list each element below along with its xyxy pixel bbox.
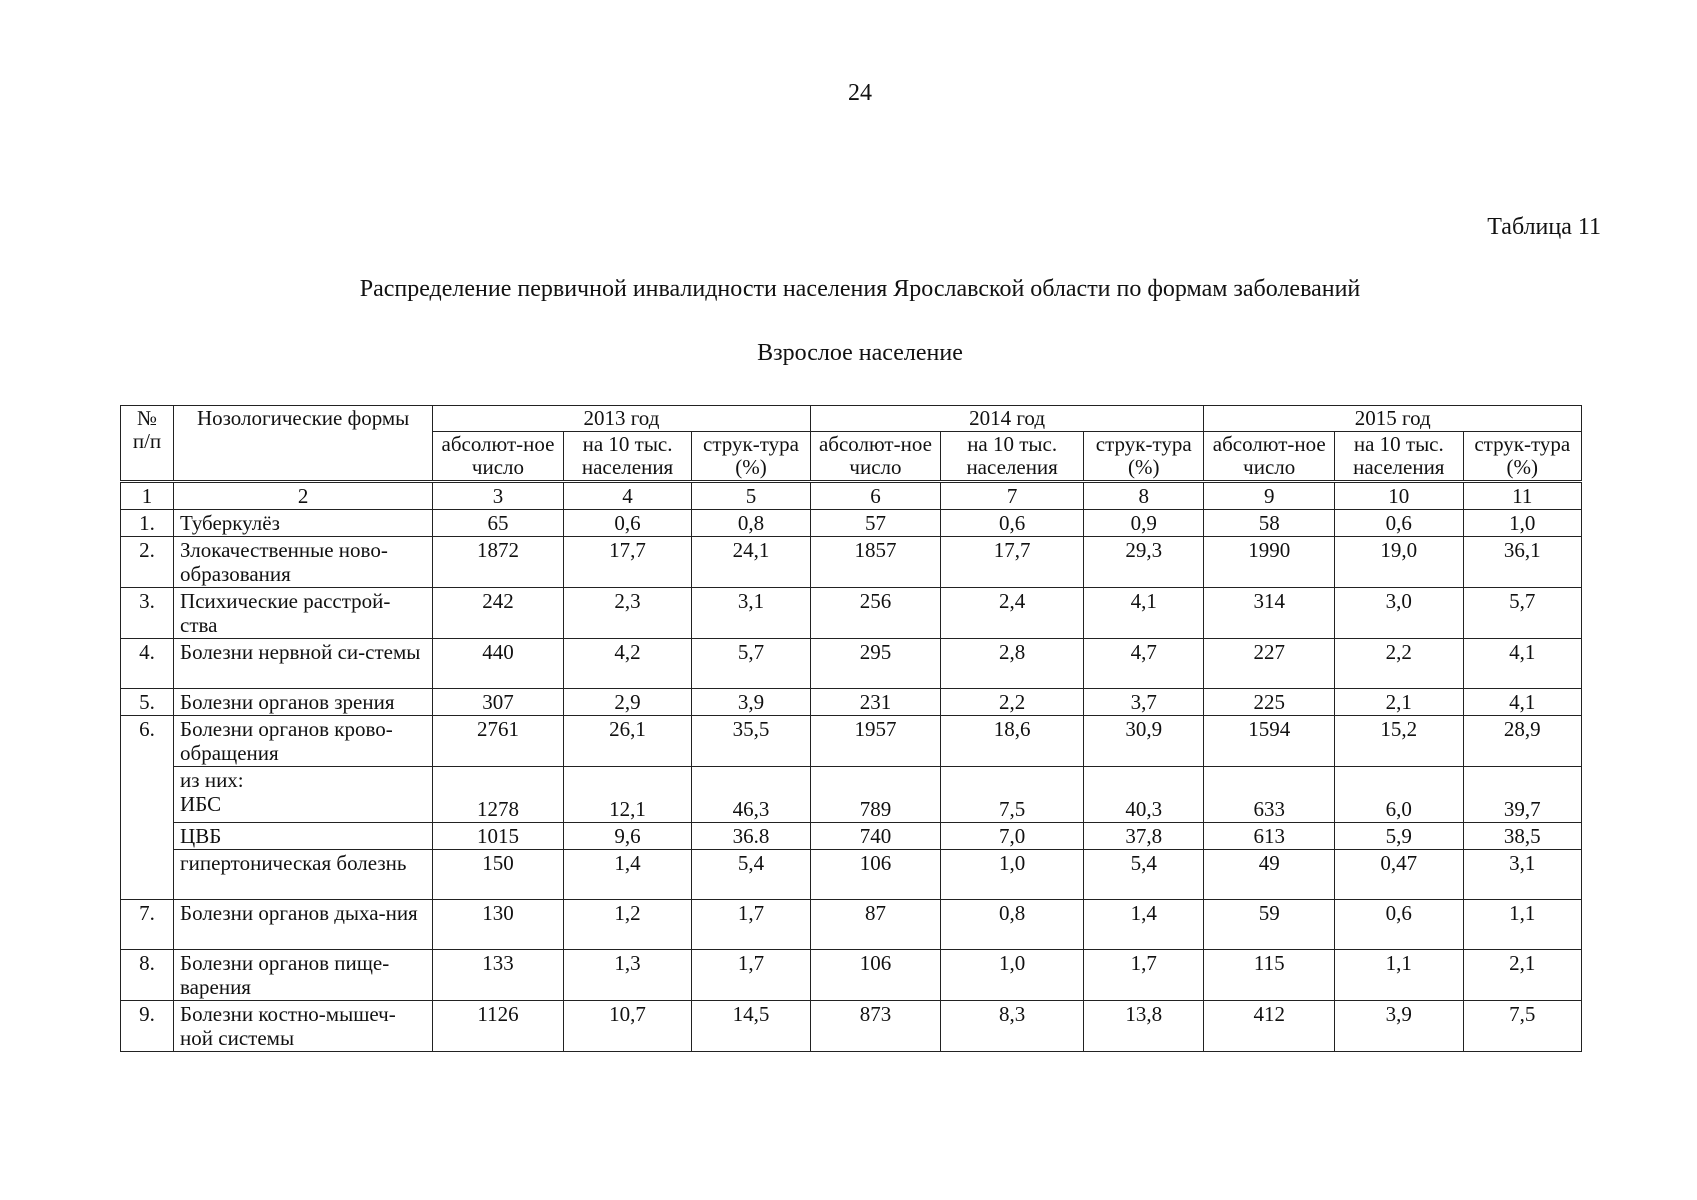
row-value-cell: 49 (1204, 850, 1335, 900)
row-value-cell: 1,4 (563, 850, 692, 900)
row-value-cell: 17,7 (941, 537, 1084, 588)
row-number: 6. (121, 716, 174, 900)
row-value-cell: 7,5 (941, 767, 1084, 823)
row-number: 2. (121, 537, 174, 588)
table-body (121, 482, 1582, 1052)
row-value-cell: 130 (433, 900, 564, 950)
row-value-cell: 2,2 (1335, 639, 1464, 689)
row-nosology-name: гипертоническая болезнь (174, 850, 433, 900)
row-value-cell: 873 (810, 1001, 941, 1052)
table-row (121, 850, 1582, 900)
row-value-cell: 4,1 (1084, 588, 1204, 639)
row-value-cell: 1594 (1204, 716, 1335, 767)
column-number: 7 (941, 482, 1084, 510)
row-number: 5. (121, 689, 174, 716)
row-value-cell: 106 (810, 850, 941, 900)
column-number: 10 (1335, 482, 1464, 510)
row-value-cell: 3,1 (1463, 850, 1581, 900)
table-row (121, 689, 1582, 716)
row-value-cell: 3,1 (692, 588, 810, 639)
row-value-cell: 57 (810, 510, 941, 537)
row-value-cell: 38,5 (1463, 823, 1581, 850)
header-year-2015: 2015 год (1204, 406, 1582, 432)
row-nosology-name: Болезни органов зрения (174, 689, 433, 716)
row-nosology-name: ЦВБ (174, 823, 433, 850)
row-value-cell: 1015 (433, 823, 564, 850)
header-forms: Нозологические формы (174, 406, 433, 482)
row-number: 1. (121, 510, 174, 537)
row-value-cell: 440 (433, 639, 564, 689)
disability-table-container (120, 405, 1582, 1052)
row-number: 4. (121, 639, 174, 689)
row-value-cell: 1,7 (692, 900, 810, 950)
header-row-years (121, 406, 1582, 432)
table-row (121, 537, 1582, 588)
row-number: 8. (121, 950, 174, 1001)
row-value-cell: 1,7 (692, 950, 810, 1001)
row-value-cell: 2,1 (1335, 689, 1464, 716)
row-value-cell: 307 (433, 689, 564, 716)
row-value-cell: 8,3 (941, 1001, 1084, 1052)
row-value-cell: 0,8 (941, 900, 1084, 950)
row-value-cell: 115 (1204, 950, 1335, 1001)
row-value-cell: 1990 (1204, 537, 1335, 588)
row-nosology-name: Болезни органов дыха-ния (174, 900, 433, 950)
row-value-cell: 1126 (433, 1001, 564, 1052)
row-nosology-name: Психические расстрой-ства (174, 588, 433, 639)
column-number-row (121, 482, 1582, 510)
header-per10k: на 10 тыс. населения (1335, 432, 1464, 482)
row-value-cell: 14,5 (692, 1001, 810, 1052)
row-value-cell: 2,4 (941, 588, 1084, 639)
row-value-cell: 0,8 (692, 510, 810, 537)
row-value-cell: 106 (810, 950, 941, 1001)
row-value-cell: 295 (810, 639, 941, 689)
row-value-cell: 7,0 (941, 823, 1084, 850)
row-value-cell: 2,9 (563, 689, 692, 716)
row-nosology-name: Болезни органов крово-обращения (174, 716, 433, 767)
row-value-cell: 2,8 (941, 639, 1084, 689)
row-value-cell: 1,0 (941, 950, 1084, 1001)
row-value-cell: 87 (810, 900, 941, 950)
page-number: 24 (848, 80, 872, 106)
row-value-cell: 2,3 (563, 588, 692, 639)
header-year-2014: 2014 год (810, 406, 1204, 432)
column-number: 9 (1204, 482, 1335, 510)
row-value-cell: 4,2 (563, 639, 692, 689)
row-value-cell: 36.8 (692, 823, 810, 850)
row-value-cell: 30,9 (1084, 716, 1204, 767)
row-value-cell: 1,0 (941, 850, 1084, 900)
row-value-cell: 9,6 (563, 823, 692, 850)
row-value-cell: 633 (1204, 767, 1335, 823)
row-value-cell: 150 (433, 850, 564, 900)
row-value-cell: 5,4 (1084, 850, 1204, 900)
row-value-cell: 4,1 (1463, 639, 1581, 689)
row-value-cell: 3,9 (692, 689, 810, 716)
column-number: 6 (810, 482, 941, 510)
row-value-cell: 2761 (433, 716, 564, 767)
row-value-cell: 0,47 (1335, 850, 1464, 900)
row-nosology-name: из них: ИБС (174, 767, 433, 823)
row-value-cell: 0,6 (1335, 900, 1464, 950)
row-value-cell: 2,2 (941, 689, 1084, 716)
row-value-cell: 0,6 (941, 510, 1084, 537)
row-value-cell: 242 (433, 588, 564, 639)
header-abs: абсолют-ное число (1204, 432, 1335, 482)
row-value-cell: 225 (1204, 689, 1335, 716)
row-value-cell: 1,4 (1084, 900, 1204, 950)
row-nosology-name: Болезни органов пище-варения (174, 950, 433, 1001)
row-value-cell: 3,0 (1335, 588, 1464, 639)
row-value-cell: 1857 (810, 537, 941, 588)
header-per10k: на 10 тыс. населения (563, 432, 692, 482)
row-nosology-name: Туберкулёз (174, 510, 433, 537)
table-row (121, 510, 1582, 537)
column-number: 5 (692, 482, 810, 510)
header-structure: струк-тура (%) (1463, 432, 1581, 482)
table-row (121, 716, 1582, 767)
header-year-2013: 2013 год (433, 406, 810, 432)
row-value-cell: 1,1 (1335, 950, 1464, 1001)
row-value-cell: 59 (1204, 900, 1335, 950)
row-value-cell: 3,7 (1084, 689, 1204, 716)
row-nosology-name: Злокачественные ново-образования (174, 537, 433, 588)
row-value-cell: 24,1 (692, 537, 810, 588)
row-value-cell: 740 (810, 823, 941, 850)
row-value-cell: 1,2 (563, 900, 692, 950)
row-value-cell: 0,6 (563, 510, 692, 537)
row-value-cell: 4,7 (1084, 639, 1204, 689)
disability-table (120, 405, 1582, 1052)
header-per10k: на 10 тыс. населения (941, 432, 1084, 482)
row-value-cell: 1,0 (1463, 510, 1581, 537)
row-value-cell: 39,7 (1463, 767, 1581, 823)
row-value-cell: 46,3 (692, 767, 810, 823)
row-value-cell: 2,1 (1463, 950, 1581, 1001)
row-value-cell: 35,5 (692, 716, 810, 767)
row-value-cell: 40,3 (1084, 767, 1204, 823)
row-value-cell: 314 (1204, 588, 1335, 639)
row-value-cell: 1,1 (1463, 900, 1581, 950)
row-nosology-name: Болезни нервной си-стемы (174, 639, 433, 689)
row-value-cell: 1957 (810, 716, 941, 767)
row-value-cell: 28,9 (1463, 716, 1581, 767)
row-value-cell: 58 (1204, 510, 1335, 537)
row-value-cell: 5,7 (692, 639, 810, 689)
column-number: 2 (174, 482, 433, 510)
row-value-cell: 3,9 (1335, 1001, 1464, 1052)
row-value-cell: 613 (1204, 823, 1335, 850)
row-value-cell: 1872 (433, 537, 564, 588)
row-value-cell: 26,1 (563, 716, 692, 767)
column-number: 1 (121, 482, 174, 510)
table-row (121, 900, 1582, 950)
document-title: Распределение первичной инвалидности населения Ярославской области по формам заболеваний (359, 276, 1361, 302)
row-value-cell: 227 (1204, 639, 1335, 689)
row-value-cell: 12,1 (563, 767, 692, 823)
table-row (121, 588, 1582, 639)
row-value-cell: 133 (433, 950, 564, 1001)
row-value-cell: 5,9 (1335, 823, 1464, 850)
table-row (121, 767, 1582, 823)
row-nosology-name: Болезни костно-мышеч-ной системы (174, 1001, 433, 1052)
row-number: 7. (121, 900, 174, 950)
row-value-cell: 789 (810, 767, 941, 823)
row-value-cell: 1,3 (563, 950, 692, 1001)
row-value-cell: 256 (810, 588, 941, 639)
row-value-cell: 231 (810, 689, 941, 716)
row-value-cell: 4,1 (1463, 689, 1581, 716)
table-label: Таблица 11 (1487, 214, 1601, 240)
row-value-cell: 6,0 (1335, 767, 1464, 823)
row-value-cell: 7,5 (1463, 1001, 1581, 1052)
table-row (121, 823, 1582, 850)
row-value-cell: 412 (1204, 1001, 1335, 1052)
header-structure: струк-тура (%) (1084, 432, 1204, 482)
row-value-cell: 10,7 (563, 1001, 692, 1052)
row-number: 9. (121, 1001, 174, 1052)
column-number: 3 (433, 482, 564, 510)
document-subtitle: Взрослое население (757, 340, 963, 366)
row-value-cell: 65 (433, 510, 564, 537)
header-num: № п/п (121, 406, 174, 482)
row-value-cell: 15,2 (1335, 716, 1464, 767)
row-value-cell: 18,6 (941, 716, 1084, 767)
row-value-cell: 19,0 (1335, 537, 1464, 588)
row-value-cell: 37,8 (1084, 823, 1204, 850)
row-value-cell: 29,3 (1084, 537, 1204, 588)
header-abs: абсолют-ное число (433, 432, 564, 482)
header-abs: абсолют-ное число (810, 432, 941, 482)
row-value-cell: 5,4 (692, 850, 810, 900)
row-number: 3. (121, 588, 174, 639)
row-value-cell: 5,7 (1463, 588, 1581, 639)
column-number: 11 (1463, 482, 1581, 510)
header-structure: струк-тура (%) (692, 432, 810, 482)
row-value-cell: 13,8 (1084, 1001, 1204, 1052)
row-value-cell: 0,6 (1335, 510, 1464, 537)
row-value-cell: 36,1 (1463, 537, 1581, 588)
row-value-cell: 1,7 (1084, 950, 1204, 1001)
row-value-cell: 1278 (433, 767, 564, 823)
row-value-cell: 17,7 (563, 537, 692, 588)
row-value-cell: 0,9 (1084, 510, 1204, 537)
column-number: 4 (563, 482, 692, 510)
table-row (121, 950, 1582, 1001)
column-number: 8 (1084, 482, 1204, 510)
table-row (121, 1001, 1582, 1052)
table-row (121, 639, 1582, 689)
